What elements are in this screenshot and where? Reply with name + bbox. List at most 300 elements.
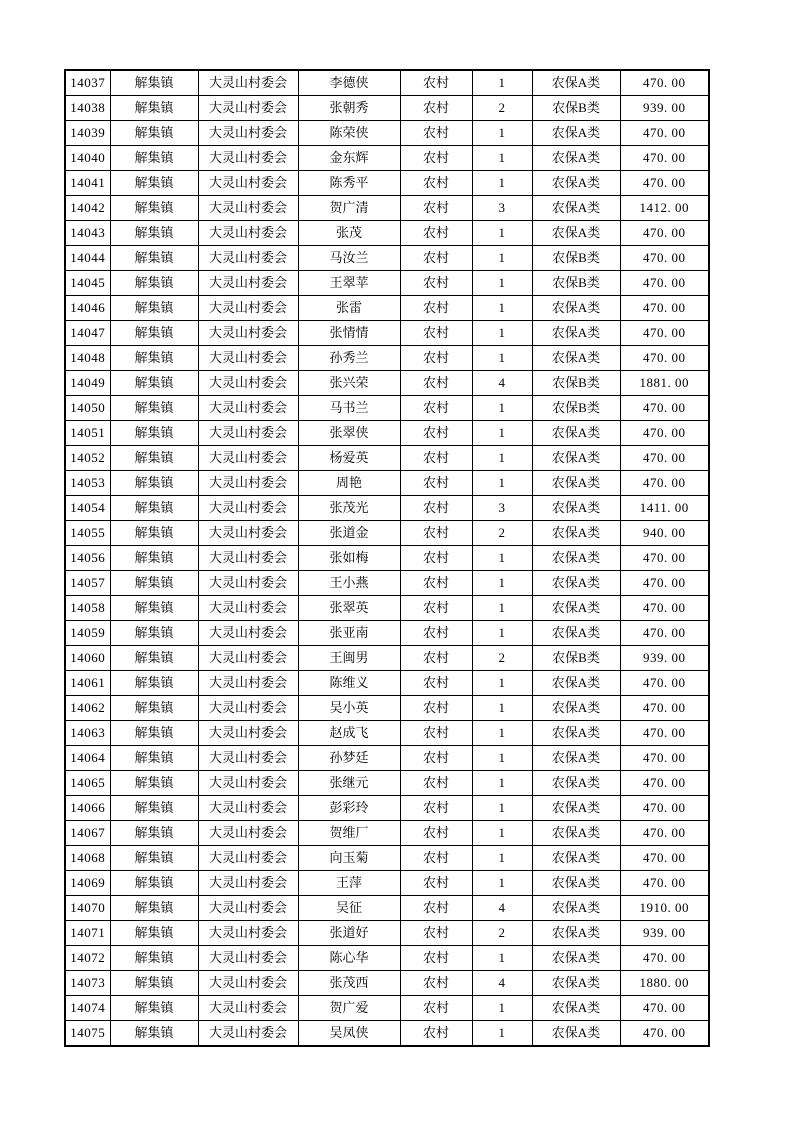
cell-amount: 470. 00 — [620, 571, 709, 596]
cell-insurance-category: 农保A类 — [532, 721, 620, 746]
cell-serial-number: 14051 — [65, 421, 110, 446]
cell-amount: 470. 00 — [620, 671, 709, 696]
table-row — [65, 796, 709, 821]
cell-residence-type: 农村 — [400, 596, 472, 621]
cell-residence-type: 农村 — [400, 921, 472, 946]
cell-serial-number: 14065 — [65, 771, 110, 796]
cell-residence-type: 农村 — [400, 821, 472, 846]
cell-insurance-category: 农保B类 — [532, 396, 620, 421]
cell-person-name: 吴小英 — [298, 696, 400, 721]
cell-residence-type: 农村 — [400, 746, 472, 771]
cell-serial-number: 14066 — [65, 796, 110, 821]
cell-amount: 470. 00 — [620, 171, 709, 196]
cell-person-count: 3 — [472, 496, 532, 521]
cell-town: 解集镇 — [110, 471, 198, 496]
cell-person-count: 1 — [472, 796, 532, 821]
table-row — [65, 721, 709, 746]
cell-insurance-category: 农保A类 — [532, 596, 620, 621]
table-row — [65, 421, 709, 446]
cell-amount: 470. 00 — [620, 271, 709, 296]
cell-insurance-category: 农保B类 — [532, 246, 620, 271]
cell-amount: 1411. 00 — [620, 496, 709, 521]
table-row — [65, 846, 709, 871]
cell-town: 解集镇 — [110, 796, 198, 821]
cell-village-committee: 大灵山村委会 — [198, 146, 298, 171]
cell-serial-number: 14075 — [65, 1021, 110, 1047]
cell-serial-number: 14060 — [65, 646, 110, 671]
cell-amount: 470. 00 — [620, 696, 709, 721]
cell-serial-number: 14062 — [65, 696, 110, 721]
cell-insurance-category: 农保A类 — [532, 571, 620, 596]
cell-village-committee: 大灵山村委会 — [198, 521, 298, 546]
cell-town: 解集镇 — [110, 171, 198, 196]
cell-residence-type: 农村 — [400, 396, 472, 421]
cell-town: 解集镇 — [110, 671, 198, 696]
cell-amount: 470. 00 — [620, 396, 709, 421]
cell-person-name: 张亚南 — [298, 621, 400, 646]
table-row — [65, 871, 709, 896]
cell-amount: 1881. 00 — [620, 371, 709, 396]
cell-serial-number: 14072 — [65, 946, 110, 971]
cell-person-count: 1 — [472, 271, 532, 296]
cell-serial-number: 14061 — [65, 671, 110, 696]
cell-person-count: 2 — [472, 96, 532, 121]
cell-residence-type: 农村 — [400, 346, 472, 371]
cell-insurance-category: 农保A类 — [532, 546, 620, 571]
cell-town: 解集镇 — [110, 371, 198, 396]
cell-person-count: 1 — [472, 821, 532, 846]
cell-residence-type: 农村 — [400, 196, 472, 221]
cell-insurance-category: 农保A类 — [532, 121, 620, 146]
cell-town: 解集镇 — [110, 646, 198, 671]
cell-person-count: 1 — [472, 421, 532, 446]
cell-amount: 940. 00 — [620, 521, 709, 546]
cell-insurance-category: 农保A类 — [532, 1021, 620, 1047]
cell-person-count: 1 — [472, 171, 532, 196]
cell-insurance-category: 农保A类 — [532, 896, 620, 921]
cell-village-committee: 大灵山村委会 — [198, 646, 298, 671]
cell-person-name: 张道好 — [298, 921, 400, 946]
cell-person-name: 张继元 — [298, 771, 400, 796]
cell-person-name: 张情情 — [298, 321, 400, 346]
cell-insurance-category: 农保A类 — [532, 521, 620, 546]
cell-person-name: 陈心华 — [298, 946, 400, 971]
cell-insurance-category: 农保A类 — [532, 171, 620, 196]
cell-insurance-category: 农保A类 — [532, 446, 620, 471]
cell-amount: 470. 00 — [620, 1021, 709, 1047]
cell-person-count: 1 — [472, 121, 532, 146]
cell-amount: 470. 00 — [620, 221, 709, 246]
cell-amount: 470. 00 — [620, 621, 709, 646]
cell-person-count: 4 — [472, 371, 532, 396]
cell-village-committee: 大灵山村委会 — [198, 796, 298, 821]
table-row — [65, 271, 709, 296]
cell-town: 解集镇 — [110, 846, 198, 871]
cell-town: 解集镇 — [110, 196, 198, 221]
cell-amount: 939. 00 — [620, 96, 709, 121]
insurance-roster-table — [64, 69, 710, 1047]
cell-village-committee: 大灵山村委会 — [198, 671, 298, 696]
cell-village-committee: 大灵山村委会 — [198, 121, 298, 146]
cell-serial-number: 14056 — [65, 546, 110, 571]
cell-person-name: 王萍 — [298, 871, 400, 896]
cell-amount: 470. 00 — [620, 121, 709, 146]
cell-village-committee: 大灵山村委会 — [198, 221, 298, 246]
cell-town: 解集镇 — [110, 496, 198, 521]
cell-village-committee: 大灵山村委会 — [198, 196, 298, 221]
cell-residence-type: 农村 — [400, 771, 472, 796]
cell-residence-type: 农村 — [400, 70, 472, 96]
cell-serial-number: 14049 — [65, 371, 110, 396]
cell-person-count: 1 — [472, 296, 532, 321]
cell-person-count: 1 — [472, 771, 532, 796]
cell-residence-type: 农村 — [400, 246, 472, 271]
cell-person-count: 1 — [472, 346, 532, 371]
cell-residence-type: 农村 — [400, 1021, 472, 1047]
cell-amount: 470. 00 — [620, 821, 709, 846]
cell-person-name: 张朝秀 — [298, 96, 400, 121]
cell-amount: 470. 00 — [620, 346, 709, 371]
table-row — [65, 521, 709, 546]
cell-village-committee: 大灵山村委会 — [198, 496, 298, 521]
cell-residence-type: 农村 — [400, 446, 472, 471]
cell-town: 解集镇 — [110, 921, 198, 946]
cell-residence-type: 农村 — [400, 371, 472, 396]
cell-residence-type: 农村 — [400, 971, 472, 996]
cell-insurance-category: 农保A类 — [532, 496, 620, 521]
cell-serial-number: 14046 — [65, 296, 110, 321]
cell-serial-number: 14070 — [65, 896, 110, 921]
cell-amount: 470. 00 — [620, 721, 709, 746]
table-row — [65, 596, 709, 621]
cell-serial-number: 14048 — [65, 346, 110, 371]
cell-village-committee: 大灵山村委会 — [198, 471, 298, 496]
cell-amount: 939. 00 — [620, 646, 709, 671]
cell-town: 解集镇 — [110, 446, 198, 471]
cell-insurance-category: 农保A类 — [532, 796, 620, 821]
table-row — [65, 546, 709, 571]
cell-residence-type: 农村 — [400, 796, 472, 821]
cell-town: 解集镇 — [110, 621, 198, 646]
cell-amount: 470. 00 — [620, 421, 709, 446]
cell-person-name: 贺维厂 — [298, 821, 400, 846]
cell-town: 解集镇 — [110, 146, 198, 171]
cell-village-committee: 大灵山村委会 — [198, 96, 298, 121]
cell-town: 解集镇 — [110, 246, 198, 271]
cell-village-committee: 大灵山村委会 — [198, 621, 298, 646]
cell-insurance-category: 农保A类 — [532, 846, 620, 871]
cell-serial-number: 14057 — [65, 571, 110, 596]
cell-insurance-category: 农保A类 — [532, 996, 620, 1021]
cell-village-committee: 大灵山村委会 — [198, 721, 298, 746]
cell-town: 解集镇 — [110, 221, 198, 246]
cell-insurance-category: 农保A类 — [532, 946, 620, 971]
cell-town: 解集镇 — [110, 121, 198, 146]
cell-residence-type: 农村 — [400, 646, 472, 671]
cell-town: 解集镇 — [110, 596, 198, 621]
cell-person-count: 1 — [472, 621, 532, 646]
cell-amount: 470. 00 — [620, 746, 709, 771]
cell-insurance-category: 农保A类 — [532, 671, 620, 696]
cell-village-committee: 大灵山村委会 — [198, 421, 298, 446]
cell-insurance-category: 农保A类 — [532, 871, 620, 896]
table-row — [65, 70, 709, 96]
cell-person-count: 1 — [472, 746, 532, 771]
cell-person-name: 向玉菊 — [298, 846, 400, 871]
table-row — [65, 921, 709, 946]
table-row — [65, 121, 709, 146]
table-row — [65, 371, 709, 396]
table-row — [65, 146, 709, 171]
cell-residence-type: 农村 — [400, 121, 472, 146]
cell-residence-type: 农村 — [400, 721, 472, 746]
table-row — [65, 771, 709, 796]
cell-residence-type: 农村 — [400, 296, 472, 321]
cell-insurance-category: 农保B类 — [532, 646, 620, 671]
cell-amount: 470. 00 — [620, 846, 709, 871]
cell-village-committee: 大灵山村委会 — [198, 546, 298, 571]
cell-residence-type: 农村 — [400, 271, 472, 296]
cell-person-count: 1 — [472, 946, 532, 971]
cell-person-name: 张兴荣 — [298, 371, 400, 396]
cell-town: 解集镇 — [110, 521, 198, 546]
cell-serial-number: 14069 — [65, 871, 110, 896]
table-row — [65, 246, 709, 271]
cell-amount: 470. 00 — [620, 771, 709, 796]
cell-town: 解集镇 — [110, 271, 198, 296]
cell-serial-number: 14041 — [65, 171, 110, 196]
cell-amount: 1412. 00 — [620, 196, 709, 221]
cell-town: 解集镇 — [110, 321, 198, 346]
cell-insurance-category: 农保A类 — [532, 70, 620, 96]
cell-village-committee: 大灵山村委会 — [198, 871, 298, 896]
table-row — [65, 496, 709, 521]
cell-insurance-category: 农保A类 — [532, 346, 620, 371]
cell-amount: 470. 00 — [620, 596, 709, 621]
cell-village-committee: 大灵山村委会 — [198, 996, 298, 1021]
cell-person-name: 李德侠 — [298, 70, 400, 96]
cell-village-committee: 大灵山村委会 — [198, 696, 298, 721]
cell-person-name: 张翠英 — [298, 596, 400, 621]
cell-village-committee: 大灵山村委会 — [198, 571, 298, 596]
cell-residence-type: 农村 — [400, 546, 472, 571]
cell-person-name: 陈秀平 — [298, 171, 400, 196]
cell-person-count: 1 — [472, 571, 532, 596]
cell-serial-number: 14067 — [65, 821, 110, 846]
cell-insurance-category: 农保A类 — [532, 421, 620, 446]
cell-insurance-category: 农保A类 — [532, 821, 620, 846]
cell-amount: 470. 00 — [620, 296, 709, 321]
cell-person-count: 1 — [472, 671, 532, 696]
cell-amount: 470. 00 — [620, 796, 709, 821]
cell-person-count: 1 — [472, 1021, 532, 1047]
cell-serial-number: 14073 — [65, 971, 110, 996]
cell-village-committee: 大灵山村委会 — [198, 321, 298, 346]
table-row — [65, 696, 709, 721]
cell-residence-type: 农村 — [400, 896, 472, 921]
cell-residence-type: 农村 — [400, 621, 472, 646]
cell-serial-number: 14044 — [65, 246, 110, 271]
cell-serial-number: 14053 — [65, 471, 110, 496]
cell-amount: 470. 00 — [620, 146, 709, 171]
cell-town: 解集镇 — [110, 996, 198, 1021]
cell-village-committee: 大灵山村委会 — [198, 971, 298, 996]
cell-person-name: 马书兰 — [298, 396, 400, 421]
cell-town: 解集镇 — [110, 871, 198, 896]
cell-person-name: 马汝兰 — [298, 246, 400, 271]
cell-person-count: 2 — [472, 646, 532, 671]
cell-town: 解集镇 — [110, 821, 198, 846]
cell-insurance-category: 农保B类 — [532, 96, 620, 121]
table-row — [65, 571, 709, 596]
cell-person-count: 1 — [472, 696, 532, 721]
cell-person-count: 4 — [472, 971, 532, 996]
cell-person-count: 1 — [472, 246, 532, 271]
cell-town: 解集镇 — [110, 546, 198, 571]
cell-village-committee: 大灵山村委会 — [198, 596, 298, 621]
cell-person-name: 陈维义 — [298, 671, 400, 696]
cell-insurance-category: 农保A类 — [532, 771, 620, 796]
cell-serial-number: 14050 — [65, 396, 110, 421]
cell-amount: 470. 00 — [620, 246, 709, 271]
cell-person-name: 张翠侠 — [298, 421, 400, 446]
table-row — [65, 346, 709, 371]
cell-serial-number: 14068 — [65, 846, 110, 871]
cell-serial-number: 14042 — [65, 196, 110, 221]
cell-village-committee: 大灵山村委会 — [198, 846, 298, 871]
cell-serial-number: 14059 — [65, 621, 110, 646]
cell-person-name: 赵成飞 — [298, 721, 400, 746]
cell-serial-number: 14052 — [65, 446, 110, 471]
table-row — [65, 471, 709, 496]
cell-person-count: 1 — [472, 471, 532, 496]
cell-residence-type: 农村 — [400, 671, 472, 696]
cell-person-name: 周艳 — [298, 471, 400, 496]
cell-residence-type: 农村 — [400, 421, 472, 446]
cell-town: 解集镇 — [110, 946, 198, 971]
cell-village-committee: 大灵山村委会 — [198, 346, 298, 371]
cell-amount: 470. 00 — [620, 996, 709, 1021]
cell-town: 解集镇 — [110, 96, 198, 121]
cell-person-count: 1 — [472, 321, 532, 346]
cell-person-name: 张如梅 — [298, 546, 400, 571]
cell-serial-number: 14064 — [65, 746, 110, 771]
cell-serial-number: 14045 — [65, 271, 110, 296]
cell-village-committee: 大灵山村委会 — [198, 246, 298, 271]
cell-village-committee: 大灵山村委会 — [198, 271, 298, 296]
cell-amount: 470. 00 — [620, 471, 709, 496]
table-row — [65, 821, 709, 846]
table-row — [65, 96, 709, 121]
cell-serial-number: 14040 — [65, 146, 110, 171]
table-row — [65, 996, 709, 1021]
cell-insurance-category: 农保A类 — [532, 196, 620, 221]
cell-person-name: 王小燕 — [298, 571, 400, 596]
cell-person-name: 吴征 — [298, 896, 400, 921]
cell-person-count: 2 — [472, 921, 532, 946]
cell-serial-number: 14047 — [65, 321, 110, 346]
cell-residence-type: 农村 — [400, 996, 472, 1021]
cell-residence-type: 农村 — [400, 96, 472, 121]
table-row — [65, 171, 709, 196]
cell-person-count: 1 — [472, 721, 532, 746]
cell-village-committee: 大灵山村委会 — [198, 821, 298, 846]
cell-person-count: 2 — [472, 521, 532, 546]
cell-residence-type: 农村 — [400, 471, 472, 496]
cell-person-count: 1 — [472, 146, 532, 171]
cell-person-name: 张雷 — [298, 296, 400, 321]
cell-serial-number: 14054 — [65, 496, 110, 521]
table-row — [65, 296, 709, 321]
cell-village-committee: 大灵山村委会 — [198, 171, 298, 196]
cell-person-count: 1 — [472, 596, 532, 621]
cell-insurance-category: 农保A类 — [532, 296, 620, 321]
table-row — [65, 896, 709, 921]
table-row — [65, 646, 709, 671]
cell-residence-type: 农村 — [400, 696, 472, 721]
table-row — [65, 746, 709, 771]
cell-serial-number: 14037 — [65, 70, 110, 96]
table-body — [65, 70, 709, 1046]
cell-village-committee: 大灵山村委会 — [198, 921, 298, 946]
cell-residence-type: 农村 — [400, 146, 472, 171]
cell-amount: 470. 00 — [620, 70, 709, 96]
cell-serial-number: 14038 — [65, 96, 110, 121]
cell-insurance-category: 农保A类 — [532, 321, 620, 346]
cell-insurance-category: 农保B类 — [532, 271, 620, 296]
cell-town: 解集镇 — [110, 971, 198, 996]
table-row — [65, 396, 709, 421]
cell-person-name: 金东辉 — [298, 146, 400, 171]
cell-amount: 1910. 00 — [620, 896, 709, 921]
cell-residence-type: 农村 — [400, 171, 472, 196]
cell-insurance-category: 农保B类 — [532, 371, 620, 396]
cell-town: 解集镇 — [110, 1021, 198, 1047]
cell-serial-number: 14063 — [65, 721, 110, 746]
cell-town: 解集镇 — [110, 571, 198, 596]
cell-village-committee: 大灵山村委会 — [198, 896, 298, 921]
cell-village-committee: 大灵山村委会 — [198, 946, 298, 971]
cell-person-name: 孙秀兰 — [298, 346, 400, 371]
table-row — [65, 221, 709, 246]
cell-village-committee: 大灵山村委会 — [198, 70, 298, 96]
cell-person-name: 贺广清 — [298, 196, 400, 221]
cell-serial-number: 14055 — [65, 521, 110, 546]
cell-serial-number: 14058 — [65, 596, 110, 621]
cell-person-count: 1 — [472, 996, 532, 1021]
cell-town: 解集镇 — [110, 70, 198, 96]
table-row — [65, 1021, 709, 1047]
cell-town: 解集镇 — [110, 696, 198, 721]
table-row — [65, 321, 709, 346]
cell-village-committee: 大灵山村委会 — [198, 1021, 298, 1047]
cell-town: 解集镇 — [110, 421, 198, 446]
cell-village-committee: 大灵山村委会 — [198, 771, 298, 796]
cell-person-name: 张茂光 — [298, 496, 400, 521]
cell-person-name: 彭彩玲 — [298, 796, 400, 821]
table-row — [65, 671, 709, 696]
cell-town: 解集镇 — [110, 771, 198, 796]
cell-residence-type: 农村 — [400, 571, 472, 596]
cell-person-name: 吴凤侠 — [298, 1021, 400, 1047]
cell-serial-number: 14039 — [65, 121, 110, 146]
cell-person-count: 1 — [472, 446, 532, 471]
cell-person-count: 1 — [472, 70, 532, 96]
cell-residence-type: 农村 — [400, 221, 472, 246]
cell-residence-type: 农村 — [400, 871, 472, 896]
cell-amount: 470. 00 — [620, 546, 709, 571]
cell-person-name: 张茂西 — [298, 971, 400, 996]
